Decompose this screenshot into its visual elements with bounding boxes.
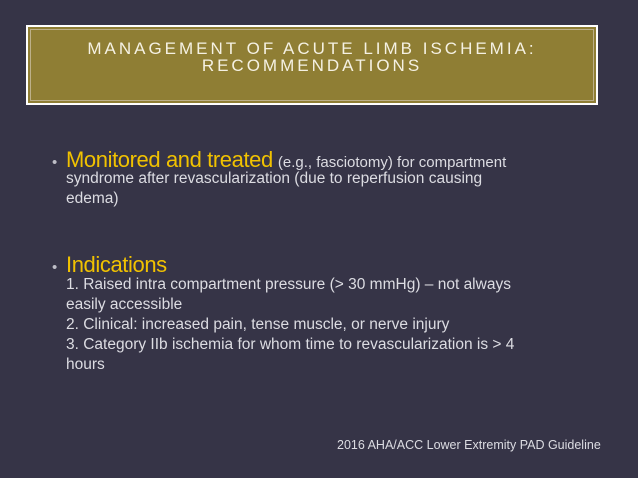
slide-title-line-1: MANAGEMENT OF ACUTE LIMB ISCHEMIA: [87,39,537,58]
bullet-head [52,253,612,277]
bullet-dot-icon: • [52,154,58,171]
bullet-body [66,169,586,209]
bullet-inline-text: (e.g., fasciotomy) for compartment [277,154,507,171]
body-line: syndrome after revascularization (due to reperfusion causing [66,170,483,187]
bullet-monitored [52,148,612,209]
bullet-heading: Monitored and treated [66,147,273,172]
citation-text: 2016 AHA/ACC Lower Extremity PAD Guideline [337,438,601,452]
bullet-body [66,275,586,375]
slide-title-line-2: RECOMMENDATIONS [201,56,423,75]
body-line: easily accessible [66,296,183,313]
body-line: edema) [66,190,119,207]
bullet-heading: Indications [66,252,167,277]
body-line: 2. Clinical: increased pain, tense muscle, or nerve injury [66,316,450,333]
bullet-dot-icon: • [52,259,58,276]
slide-title-box [26,25,598,105]
body-line: hours [66,356,105,373]
body-line: 3. Category IIb ischemia for whom time to revascularization is > 4 [66,336,515,353]
bullet-head [52,148,612,172]
body-line: 1. Raised intra compartment pressure (> 30 mmHg) – not always [66,276,511,293]
bullet-indications [52,253,612,375]
